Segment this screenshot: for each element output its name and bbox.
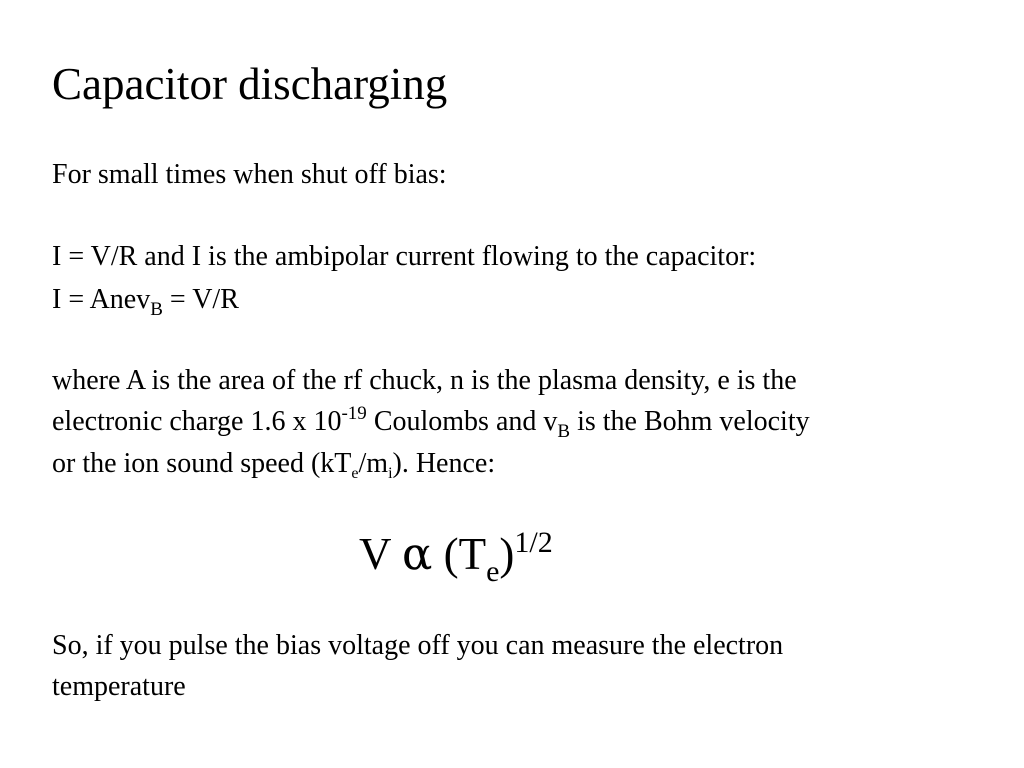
definition-line-2 (52, 403, 810, 442)
electron-temp-subscript: e (351, 465, 359, 482)
ohm-law-line: I = V/R and I is the ambipolar current flowing to the capacitor: (52, 241, 757, 272)
definition-line-3 (52, 447, 495, 481)
equation-close: ) (499, 529, 515, 579)
ion-mass-subscript: i (388, 465, 393, 482)
proportionality-equation (359, 526, 553, 588)
definition-line-1: where A is the area of the rf chuck, n is the plasma density, e is the (52, 365, 797, 396)
current-equation-rest: = V/R (162, 284, 239, 315)
definition-line-2-rest: is the Bohm velocity (570, 406, 810, 437)
definition-line-2-middle: Coulombs and v (366, 406, 558, 437)
definition-line-3-rest: ). Hence: (392, 448, 496, 479)
current-equation-text: I = Anev (52, 284, 151, 315)
equation-v: V (359, 529, 402, 579)
charge-exponent: -19 (341, 403, 367, 424)
definition-line-3-middle: /m (358, 448, 389, 479)
current-equation-line (52, 283, 239, 320)
definition-line-2-text: electronic charge 1.6 x 10 (52, 406, 342, 437)
slide-title: Capacitor discharging (52, 59, 448, 109)
alpha-symbol: α (401, 527, 433, 580)
equation-subscript: e (486, 555, 500, 588)
definition-line-3-text: or the ion sound speed (kT (52, 448, 352, 479)
intro-line: For small times when shut off bias: (52, 159, 447, 190)
bohm-subscript: B (557, 421, 571, 442)
equation-exponent: 1/2 (514, 526, 553, 559)
equation-open: (T (432, 529, 487, 579)
conclusion-line-2: temperature (52, 671, 186, 702)
conclusion-line-1: So, if you pulse the bias voltage off you can measure the electron (52, 630, 784, 661)
current-equation-subscript: B (150, 299, 163, 320)
